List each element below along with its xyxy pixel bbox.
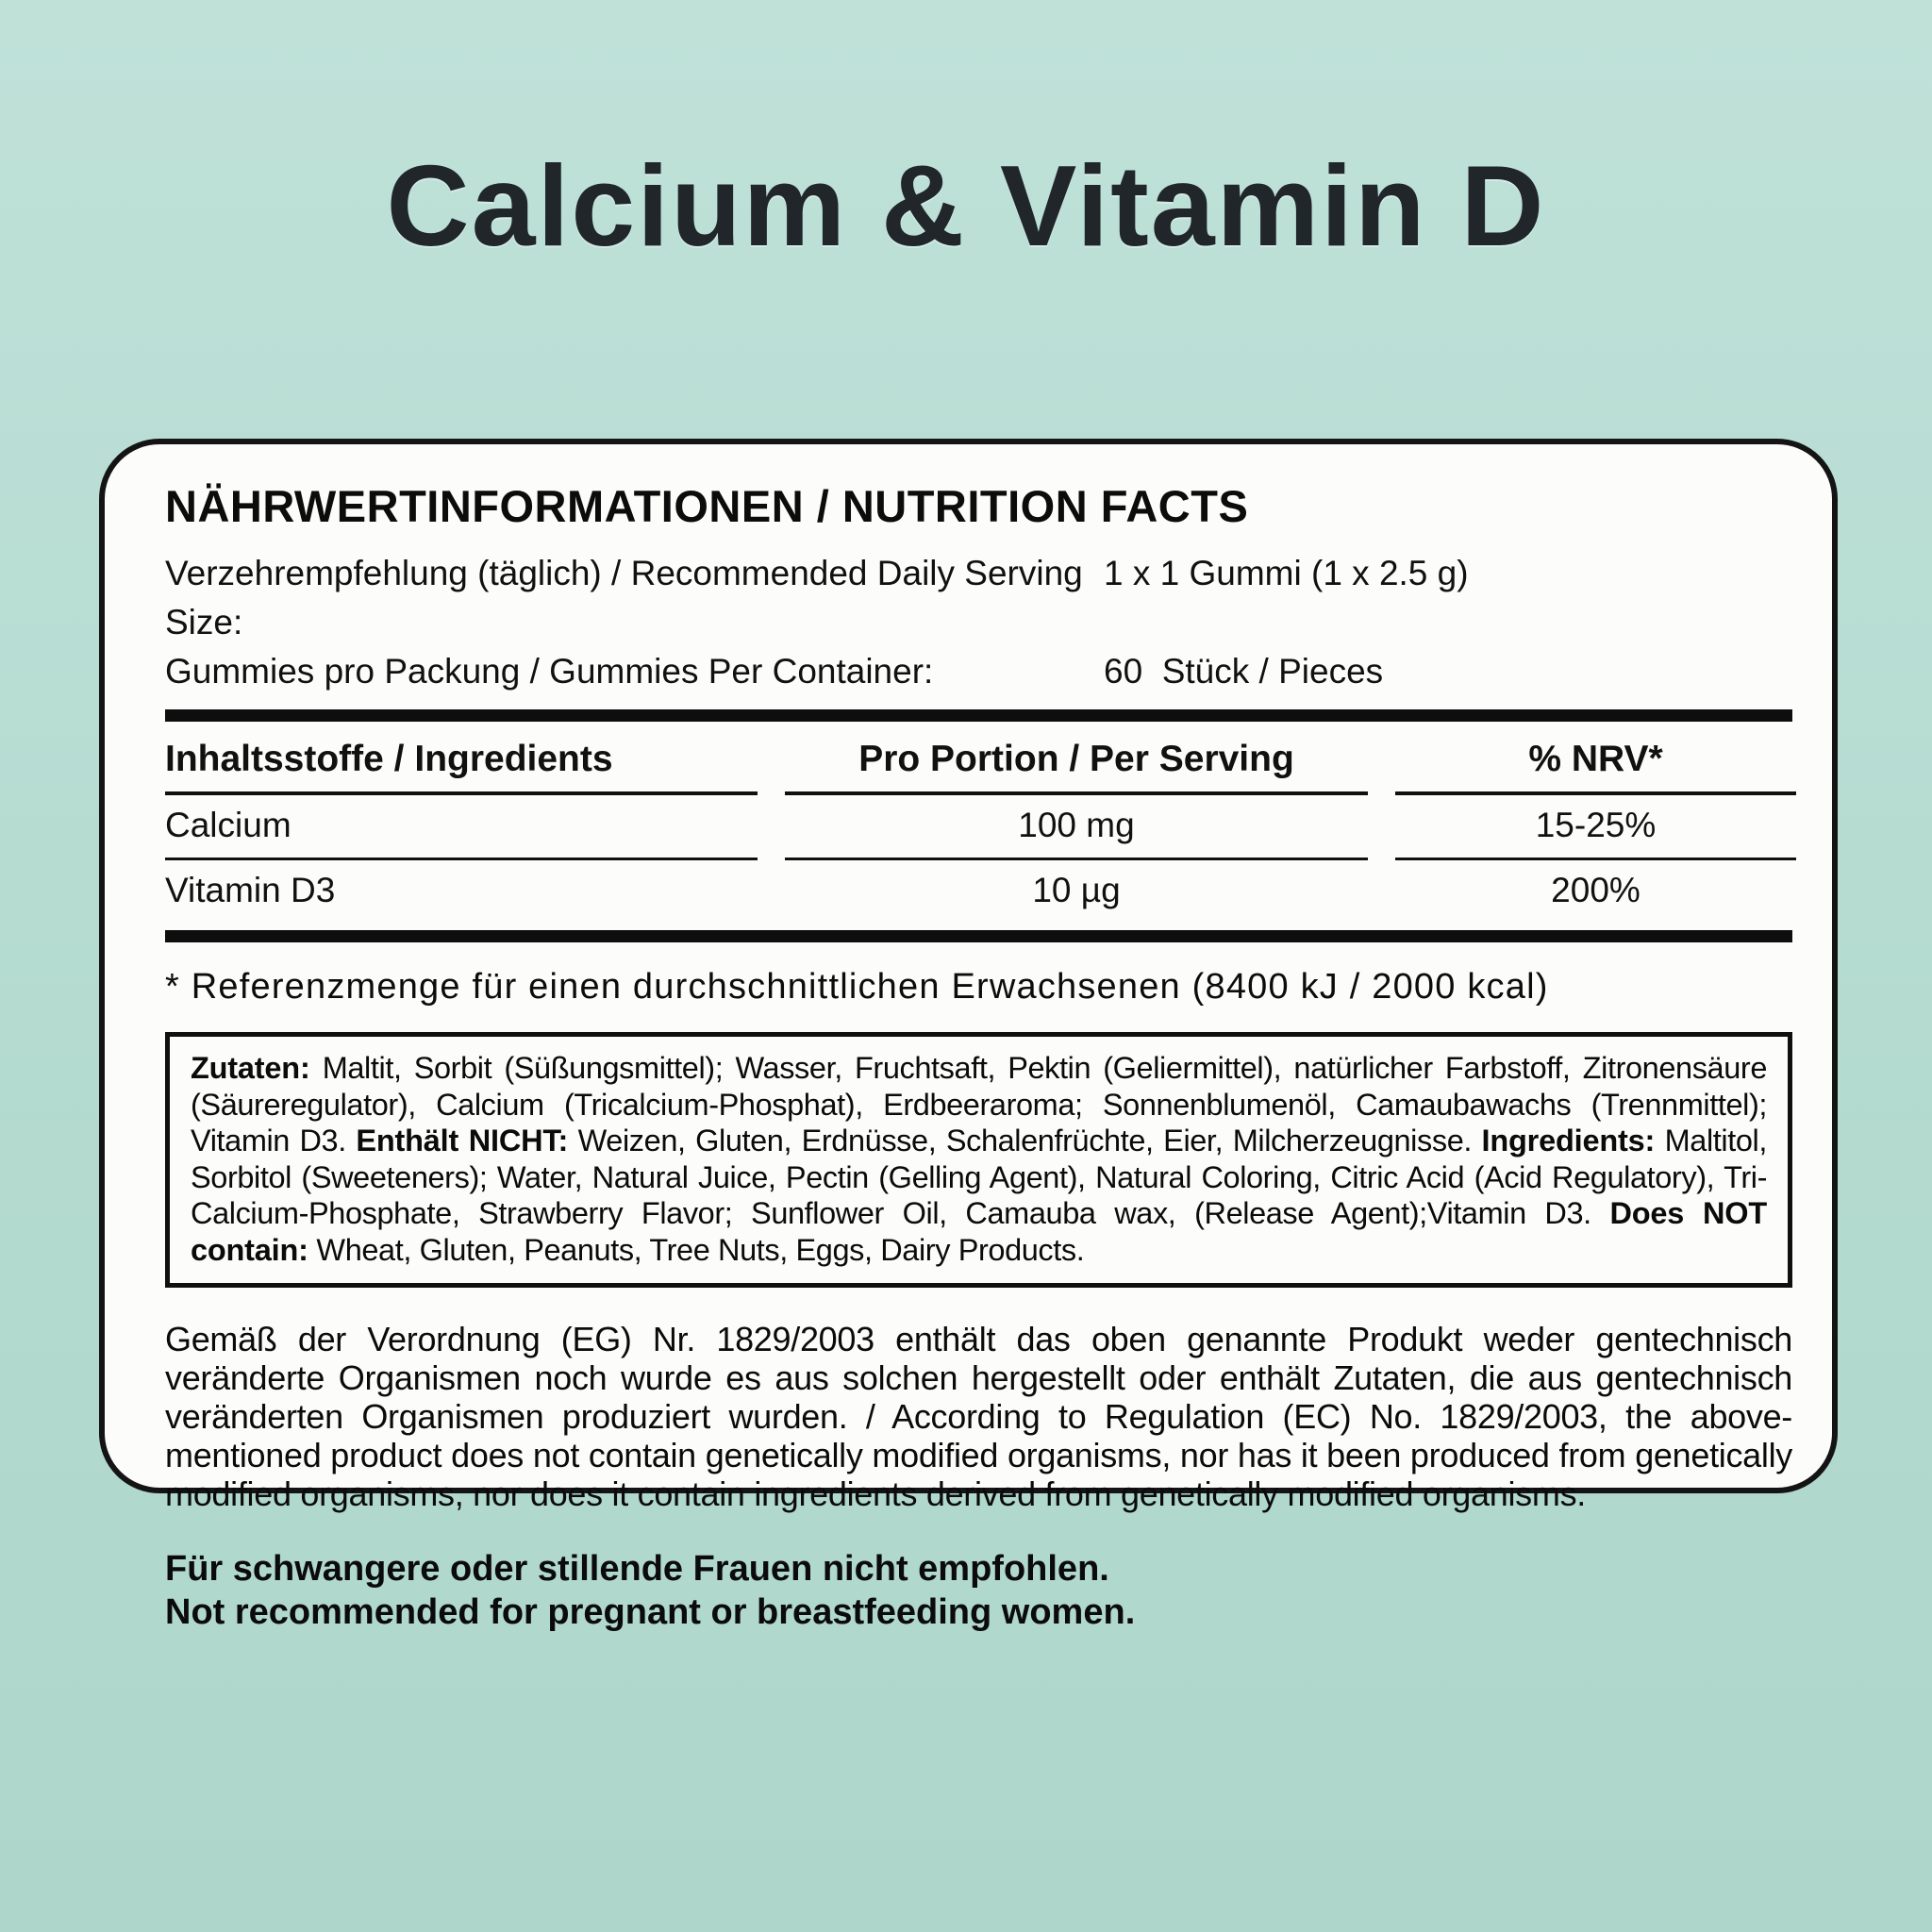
pregnancy-warning-de: Für schwangere oder stillende Frauen nicht empfohlen. [165, 1549, 1109, 1589]
serving-size-label: Verzehrempfehlung (täglich) / Recommended Daily Serving Size: [165, 554, 1083, 641]
contains-not-text: Weizen, Gluten, Erdnüsse, Schalenfrüchte, Eier, Milcherzeugnisse. [568, 1124, 1482, 1158]
ingredients-box [165, 1032, 1792, 1288]
table-cell-calcium-name: Calcium [165, 795, 758, 860]
nutrition-heading: NÄHRWERTINFORMATIONEN / NUTRITION FACTS [165, 481, 1249, 531]
table-cell-vitamin-d3-nrv: 200% [1551, 871, 1641, 909]
does-not-contain-label: Does NOT contain: [191, 1196, 1767, 1267]
column-header-nrv: % NRV* [1395, 727, 1796, 795]
nutrition-table [165, 727, 1792, 923]
serving-size-value: 1 x 1 Gummi (1 x 2.5 g) [1104, 554, 1469, 592]
thick-divider-top [165, 709, 1792, 722]
column-header-ingredients: Inhaltsstoffe / Ingredients [165, 727, 758, 795]
thick-divider-bottom [165, 930, 1792, 942]
table-cell-calcium-amount: 100 mg [785, 795, 1368, 860]
column-header-per-serving: Pro Portion / Per Serving [785, 727, 1368, 795]
page-title: Calcium & Vitamin D [386, 142, 1546, 270]
nutrition-facts-card [99, 439, 1838, 1632]
table-cell-calcium-nrv: 15-25% [1395, 795, 1796, 860]
table-cell-vitamin-d3-name: Vitamin D3 [165, 871, 336, 909]
pregnancy-warning [165, 1547, 1792, 1634]
contains-not-label: Enthält NICHT: [356, 1124, 569, 1158]
container-count-value: 60 Stück / Pieces [1104, 652, 1384, 691]
reference-note: * Referenzmenge für einen durchschnittlichen Erwachsenen (8400 kJ / 2000 kcal) [165, 967, 1549, 1007]
gmo-statement: Gemäß der Verordnung (EG) Nr. 1829/2003 enthält das oben genannte Produkt weder gentechnisch veränderte Organismen noch wurde es aus solchen hergestellt oder enthält Zutaten, die aus gentechnisch veränderten Organismen produziert wurden. / According to Regulation (EC) No. 1829/2003, the above-mentioned product does not contain genetically modified organisms, nor has it been produced from genetically modified organisms, nor does it contain ingredients derived from genetically modified organisms. [165, 1320, 1792, 1513]
pregnancy-warning-en: Not recommended for pregnant or breastfeeding women. [165, 1592, 1136, 1632]
container-count-label: Gummies pro Packung / Gummies Per Container: [165, 652, 934, 691]
container-count-row [165, 647, 1792, 696]
ingredients-label: Ingredients: [1481, 1124, 1656, 1158]
zutaten-text: Maltit, Sorbit (Süßungsmittel); Wasser, Fruchtsaft, Pektin (Geliermittel), natürlicher Farbstoff, Zitronensäure (Säureregulator), Calcium (Tricalcium-Phosphat), Erdbeeraroma; Sonnenblumenöl, Camaubawachs (Trennmittel); Vitamin D3. [191, 1051, 1767, 1158]
table-cell-vitamin-d3-amount: 10 µg [1032, 871, 1121, 909]
serving-size-row [165, 549, 1792, 647]
ingredients-text: Maltitol, Sorbitol (Sweeteners); Water, Natural Juice, Pectin (Gelling Agent), Natural Coloring, Citric Acid (Acid Regulatory), Tri-Calcium-Phosphate, Strawberry Flavor; Sunflower Oil, Camauba wax, (Release Agent);Vitamin D3. [191, 1124, 1767, 1230]
does-not-contain-text: Wheat, Gluten, Peanuts, Tree Nuts, Eggs, Dairy Products. [308, 1232, 1085, 1267]
zutaten-label: Zutaten: [191, 1051, 310, 1085]
